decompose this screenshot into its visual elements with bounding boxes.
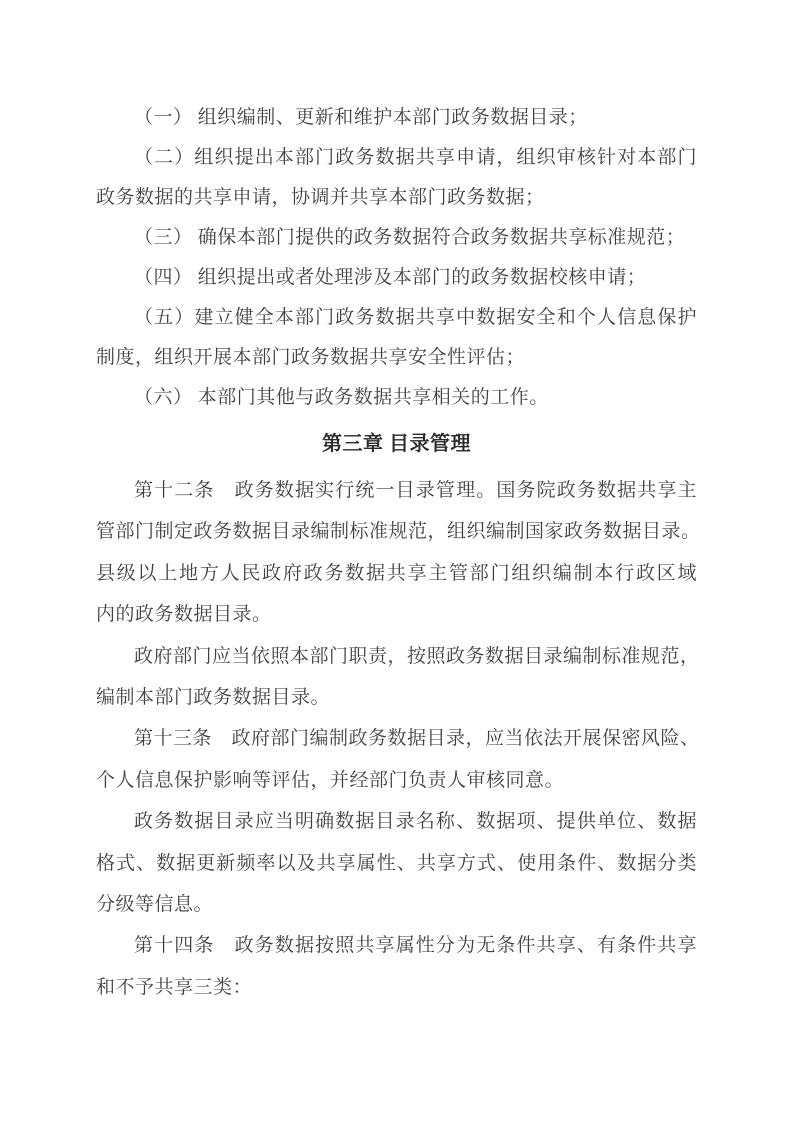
chapter-2-section (96, 98, 697, 418)
list-item-3-line-1: （三） 确保本部门提供的政务数据符合政务数据共享标准规范； (134, 227, 686, 248)
chapter-3-section (96, 470, 701, 1008)
article-12-line-4: 内的政务数据目录。 (96, 604, 272, 626)
article-12-line-3: 县级以上地方人民政府政务数据共享主管部门组织编制本行政区域 (96, 562, 697, 584)
article-13-p2-line-1: 政务数据目录应当明确数据目录名称、数据项、提供单位、数据 (134, 811, 697, 833)
article-12-line-1: 第十二条 政务数据实行统一目录管理。国务院政务数据共享主 (134, 480, 697, 501)
article-13-line-2: 个人信息保护影响等评估，并经部门负责人审核同意。 (96, 769, 565, 791)
article-12-p2-line-2: 编制本部门政务数据目录。 (96, 687, 331, 709)
article-13-line-1: 第十三条 政府部门编制政务数据目录，应当依法开展保密风险、 (134, 728, 700, 750)
chapter-3-heading: 第三章 目录管理 (322, 433, 471, 455)
article-14-line-2: 和不予共享三类： (96, 976, 253, 998)
list-item-5-line-1: （五）建立健全本部门政务数据共享中数据安全和个人信息保护 (134, 307, 697, 328)
list-item-5-line-2: 制度，组织开展本部门政务数据共享安全性评估； (96, 347, 526, 368)
list-item-4-line-1: （四） 组织提出或者处理涉及本部门的政务数据校核申请； (134, 267, 647, 288)
article-12-p2-line-1: 政府部门应当依照本部门职责，按照政务数据目录编制标准规范， (134, 645, 700, 667)
list-item-2-line-1: （二）组织提出本部门政务数据共享申请，组织审核针对本部门 (134, 147, 697, 168)
list-item-1-line-1: （一） 组织编制、更新和维护本部门政务数据目录； (134, 107, 588, 128)
article-13-p2-line-3: 分级等信息。 (96, 894, 214, 916)
article-14-line-1: 第十四条 政务数据按照共享属性分为无条件共享、有条件共享 (134, 935, 697, 957)
list-item-6-line-1: （六） 本部门其他与政务数据共享相关的工作。 (134, 387, 549, 408)
article-13-p2-line-2: 格式、数据更新频率以及共享属性、共享方式、使用条件、数据分类 (96, 852, 697, 874)
list-item-2-line-2: 政务数据的共享申请，协调并共享本部门政务数据； (96, 187, 545, 208)
article-12-line-2: 管部门制定政务数据目录编制标准规范，组织编制国家政务数据目录。 (96, 521, 701, 543)
